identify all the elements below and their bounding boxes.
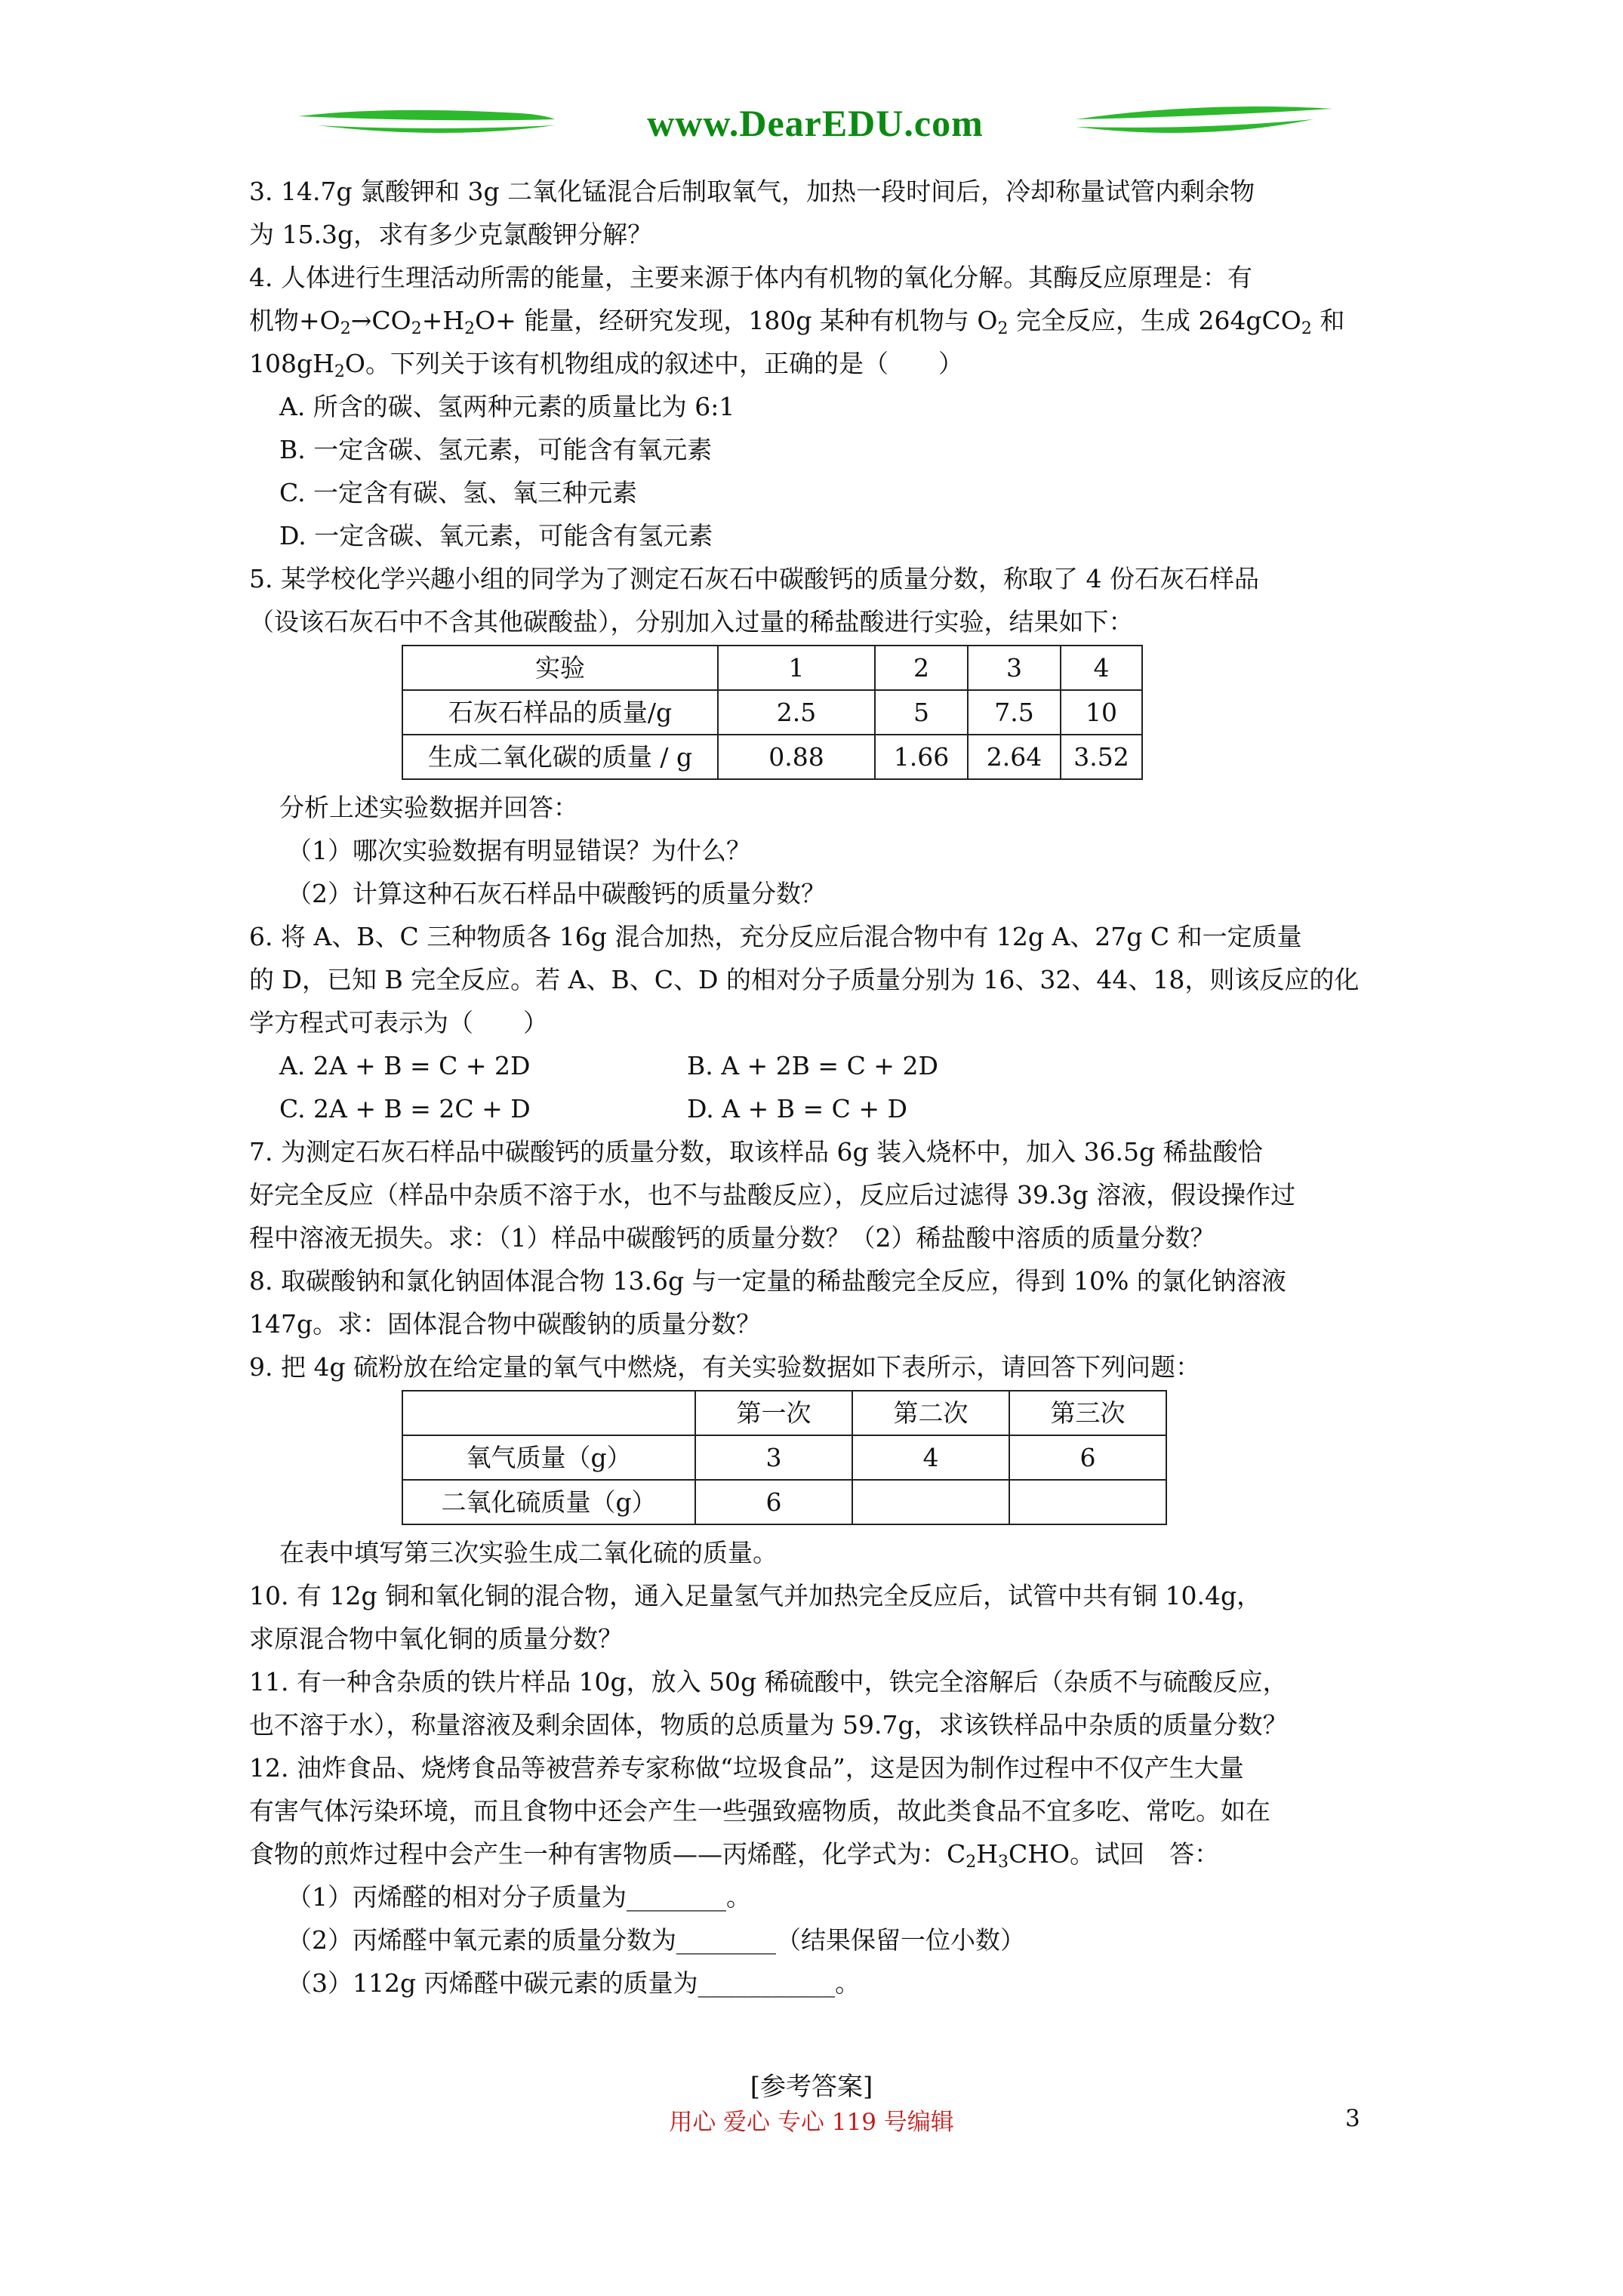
q7-line-3: 程中溶液无损失。求：（1）样品中碳酸钙的质量分数？（2）稀盐酸中溶质的质量分数？ bbox=[249, 1223, 1215, 1253]
q5-after-2: （1）哪次实验数据有明显错误？为什么？ bbox=[287, 836, 751, 865]
table-cell: 7.5 bbox=[968, 690, 1061, 735]
q7-line-1: 7. 为测定石灰石样品中碳酸钙的质量分数，取该样品 6g 装入烧杯中，加入 36.5g 稀盐酸恰 bbox=[249, 1137, 1263, 1166]
table-cell: 生成二氧化碳的质量 / g bbox=[402, 735, 718, 779]
table-cell: 第三次 bbox=[1009, 1391, 1166, 1435]
table-cell: 实验 bbox=[402, 646, 718, 690]
table-cell: 4 bbox=[852, 1435, 1009, 1480]
table-cell: 6 bbox=[1009, 1435, 1166, 1480]
table-cell: 氧气质量（g） bbox=[402, 1435, 695, 1480]
table-row bbox=[402, 1480, 1166, 1524]
table-cell: 2 bbox=[875, 646, 968, 690]
table-row bbox=[402, 735, 1142, 779]
table-row bbox=[402, 646, 1142, 690]
q6-options-row-1 bbox=[249, 1044, 1419, 1087]
table-row bbox=[402, 690, 1142, 735]
q9-after: 在表中填写第三次实验生成二氧化硫的质量。 bbox=[279, 1538, 778, 1567]
q10-line-2: 求原混合物中氧化铜的质量分数？ bbox=[249, 1624, 623, 1653]
q8-line-1: 8. 取碳酸钠和氯化钠固体混合物 13.6g 与一定量的稀盐酸完全反应，得到 10% 的氯化钠溶液 bbox=[249, 1266, 1286, 1296]
q3-line-2: 为 15.3g，求有多少克氯酸钾分解？ bbox=[249, 220, 653, 249]
q10-line-1: 10. 有 12g 铜和氧化铜的混合物，通入足量氢气并加热完全反应后，试管中共有铜 10.4g， bbox=[249, 1581, 1262, 1610]
q12-item-3: （3）112g 丙烯醛中碳元素的质量为___________。 bbox=[287, 1968, 861, 1998]
table-row bbox=[402, 1391, 1166, 1435]
q4-line-3: $108gH_2O$。下列关于该有机物组成的叙述中，正确的是（ ） bbox=[249, 349, 963, 381]
q4-option-a: A. 所含的碳、氢两种元素的质量比为 6:1 bbox=[279, 392, 735, 421]
q12-line-1: 12. 油炸食品、烧烤食品等被营养专家称做“垃圾食品”，这是因为制作过程中不仅产生大量 bbox=[249, 1753, 1244, 1783]
q11-line-1: 11. 有一种含杂质的铁片样品 10g，放入 50g 稀硫酸中，铁完全溶解后（杂质不与硫酸反应， bbox=[249, 1667, 1288, 1697]
q8-line-2: 147g。求：固体混合物中碳酸钠的质量分数？ bbox=[249, 1309, 762, 1339]
q4-line-1: 4. 人体进行生理活动所需的能量，主要来源于体内有机物的氧化分解。其酶反应原理是：有 bbox=[249, 263, 1252, 292]
q9-line: 9. 把 4g 硫粉放在给定量的氧气中燃烧，有关实验数据如下表所示，请回答下列问题： bbox=[249, 1352, 1201, 1382]
q6-option-d: D. A + B = C + D bbox=[687, 1094, 907, 1123]
q4-option-c: C. 一定含有碳、氢、氧三种元素 bbox=[279, 478, 638, 507]
table-cell bbox=[852, 1480, 1009, 1524]
q6-line-1: 6. 将 A、B、C 三种物质各 16g 混合加热，充分反应后混合物中有 12g A、27g C 和一定质量 bbox=[249, 922, 1302, 951]
table-cell: 第二次 bbox=[852, 1391, 1009, 1435]
q5-line-1: 5. 某学校化学兴趣小组的同学为了测定石灰石中碳酸钙的质量分数，称取了 4 份石灰石样品 bbox=[249, 564, 1259, 593]
site-name: www.DearEDU.com bbox=[647, 102, 984, 144]
q6-options-row-2 bbox=[249, 1087, 1419, 1130]
q5-after-1: 分析上述实验数据并回答： bbox=[279, 793, 578, 822]
q5-after-3: （2）计算这种石灰石样品中碳酸钙的质量分数？ bbox=[287, 879, 826, 908]
q3-line-1: 3. 14.7g 氯酸钾和 3g 二氧化锰混合后制取氧气，加热一段时间后，冷却称量试管内剩余物 bbox=[249, 177, 1255, 206]
table-cell: 0.88 bbox=[718, 735, 875, 779]
footer-text: 用心 爱心 专心 119 号编辑 bbox=[669, 2109, 954, 2136]
table-cell: 3 bbox=[695, 1435, 852, 1480]
question-list bbox=[249, 170, 1419, 2005]
table-cell: 第一次 bbox=[695, 1391, 852, 1435]
q6-option-b: B. A + 2B = C + 2D bbox=[687, 1051, 938, 1080]
q12-line-2: 有害气体污染环境，而且食物中还会产生一些强致癌物质，故此类食品不宜多吃、常吃。如在 bbox=[249, 1796, 1270, 1826]
q12-item-2: （2）丙烯醛中氧元素的质量分数为________（结果保留一位小数） bbox=[287, 1925, 1025, 1955]
q9-table bbox=[402, 1390, 1167, 1525]
table-cell: 1.66 bbox=[875, 735, 968, 779]
q7-line-2: 好完全反应（样品中杂质不溶于水，也不与盐酸反应），反应后过滤得 39.3g 溶液，假设操作过 bbox=[249, 1180, 1296, 1210]
q11-line-2: 也不溶于水），称量溶液及剩余固体，物质的总质量为 59.7g，求该铁样品中杂质的质量分数？ bbox=[249, 1710, 1288, 1740]
page-number: 3 bbox=[1345, 2105, 1360, 2132]
q6-option-c: C. 2A + B = 2C + D bbox=[279, 1094, 531, 1123]
q12-line-3: 食物的煎炸过程中会产生一种有害物质——丙烯醛，化学式为：$C_2H_3CHO$。试回 答： bbox=[249, 1839, 1220, 1872]
q5-line-2: （设该石灰石中不含其他碳酸盐），分别加入过量的稀盐酸进行实验，结果如下： bbox=[249, 607, 1134, 636]
q12-item-1: （1）丙烯醛的相对分子质量为________。 bbox=[287, 1882, 751, 1912]
q6-line-2: 的 D，已知 B 完全反应。若 A、B、C、D 的相对分子质量分别为 16、32、44、18，则该反应的化 bbox=[249, 965, 1360, 994]
table-cell: 4 bbox=[1061, 646, 1142, 690]
q6-option-a: A. 2A + B = C + 2D bbox=[279, 1051, 531, 1080]
table-cell bbox=[402, 1391, 695, 1435]
answer-title: [参考答案] bbox=[750, 2072, 873, 2102]
table-cell: 石灰石样品的质量/g bbox=[402, 690, 718, 735]
table-row bbox=[402, 1435, 1166, 1480]
table-cell: 2.5 bbox=[718, 690, 875, 735]
q4-option-b: B. 一定含碳、氢元素，可能含有氧元素 bbox=[279, 435, 713, 464]
table-cell: 6 bbox=[695, 1480, 852, 1524]
table-cell bbox=[1009, 1480, 1166, 1524]
header-banner bbox=[294, 97, 1336, 149]
q4-option-d: D. 一定含碳、氧元素，可能含有氢元素 bbox=[279, 521, 713, 550]
table-cell: 5 bbox=[875, 690, 968, 735]
table-cell: 2.64 bbox=[968, 735, 1061, 779]
table-cell: 10 bbox=[1061, 690, 1142, 735]
table-cell: 3.52 bbox=[1061, 735, 1142, 779]
q6-line-3: 学方程式可表示为（ ） bbox=[249, 1008, 548, 1037]
table-cell: 3 bbox=[968, 646, 1061, 690]
table-cell: 1 bbox=[718, 646, 875, 690]
q4-line-2: 机物$+O_2\to CO_2+H_2O+$ 能量，经研究发现，180g 某种有机物与 $O_2$ 完全反应，生成 264gCO$_2$ 和 bbox=[249, 306, 1345, 338]
q5-table bbox=[402, 645, 1143, 780]
table-cell: 二氧化硫质量（g） bbox=[402, 1480, 695, 1524]
